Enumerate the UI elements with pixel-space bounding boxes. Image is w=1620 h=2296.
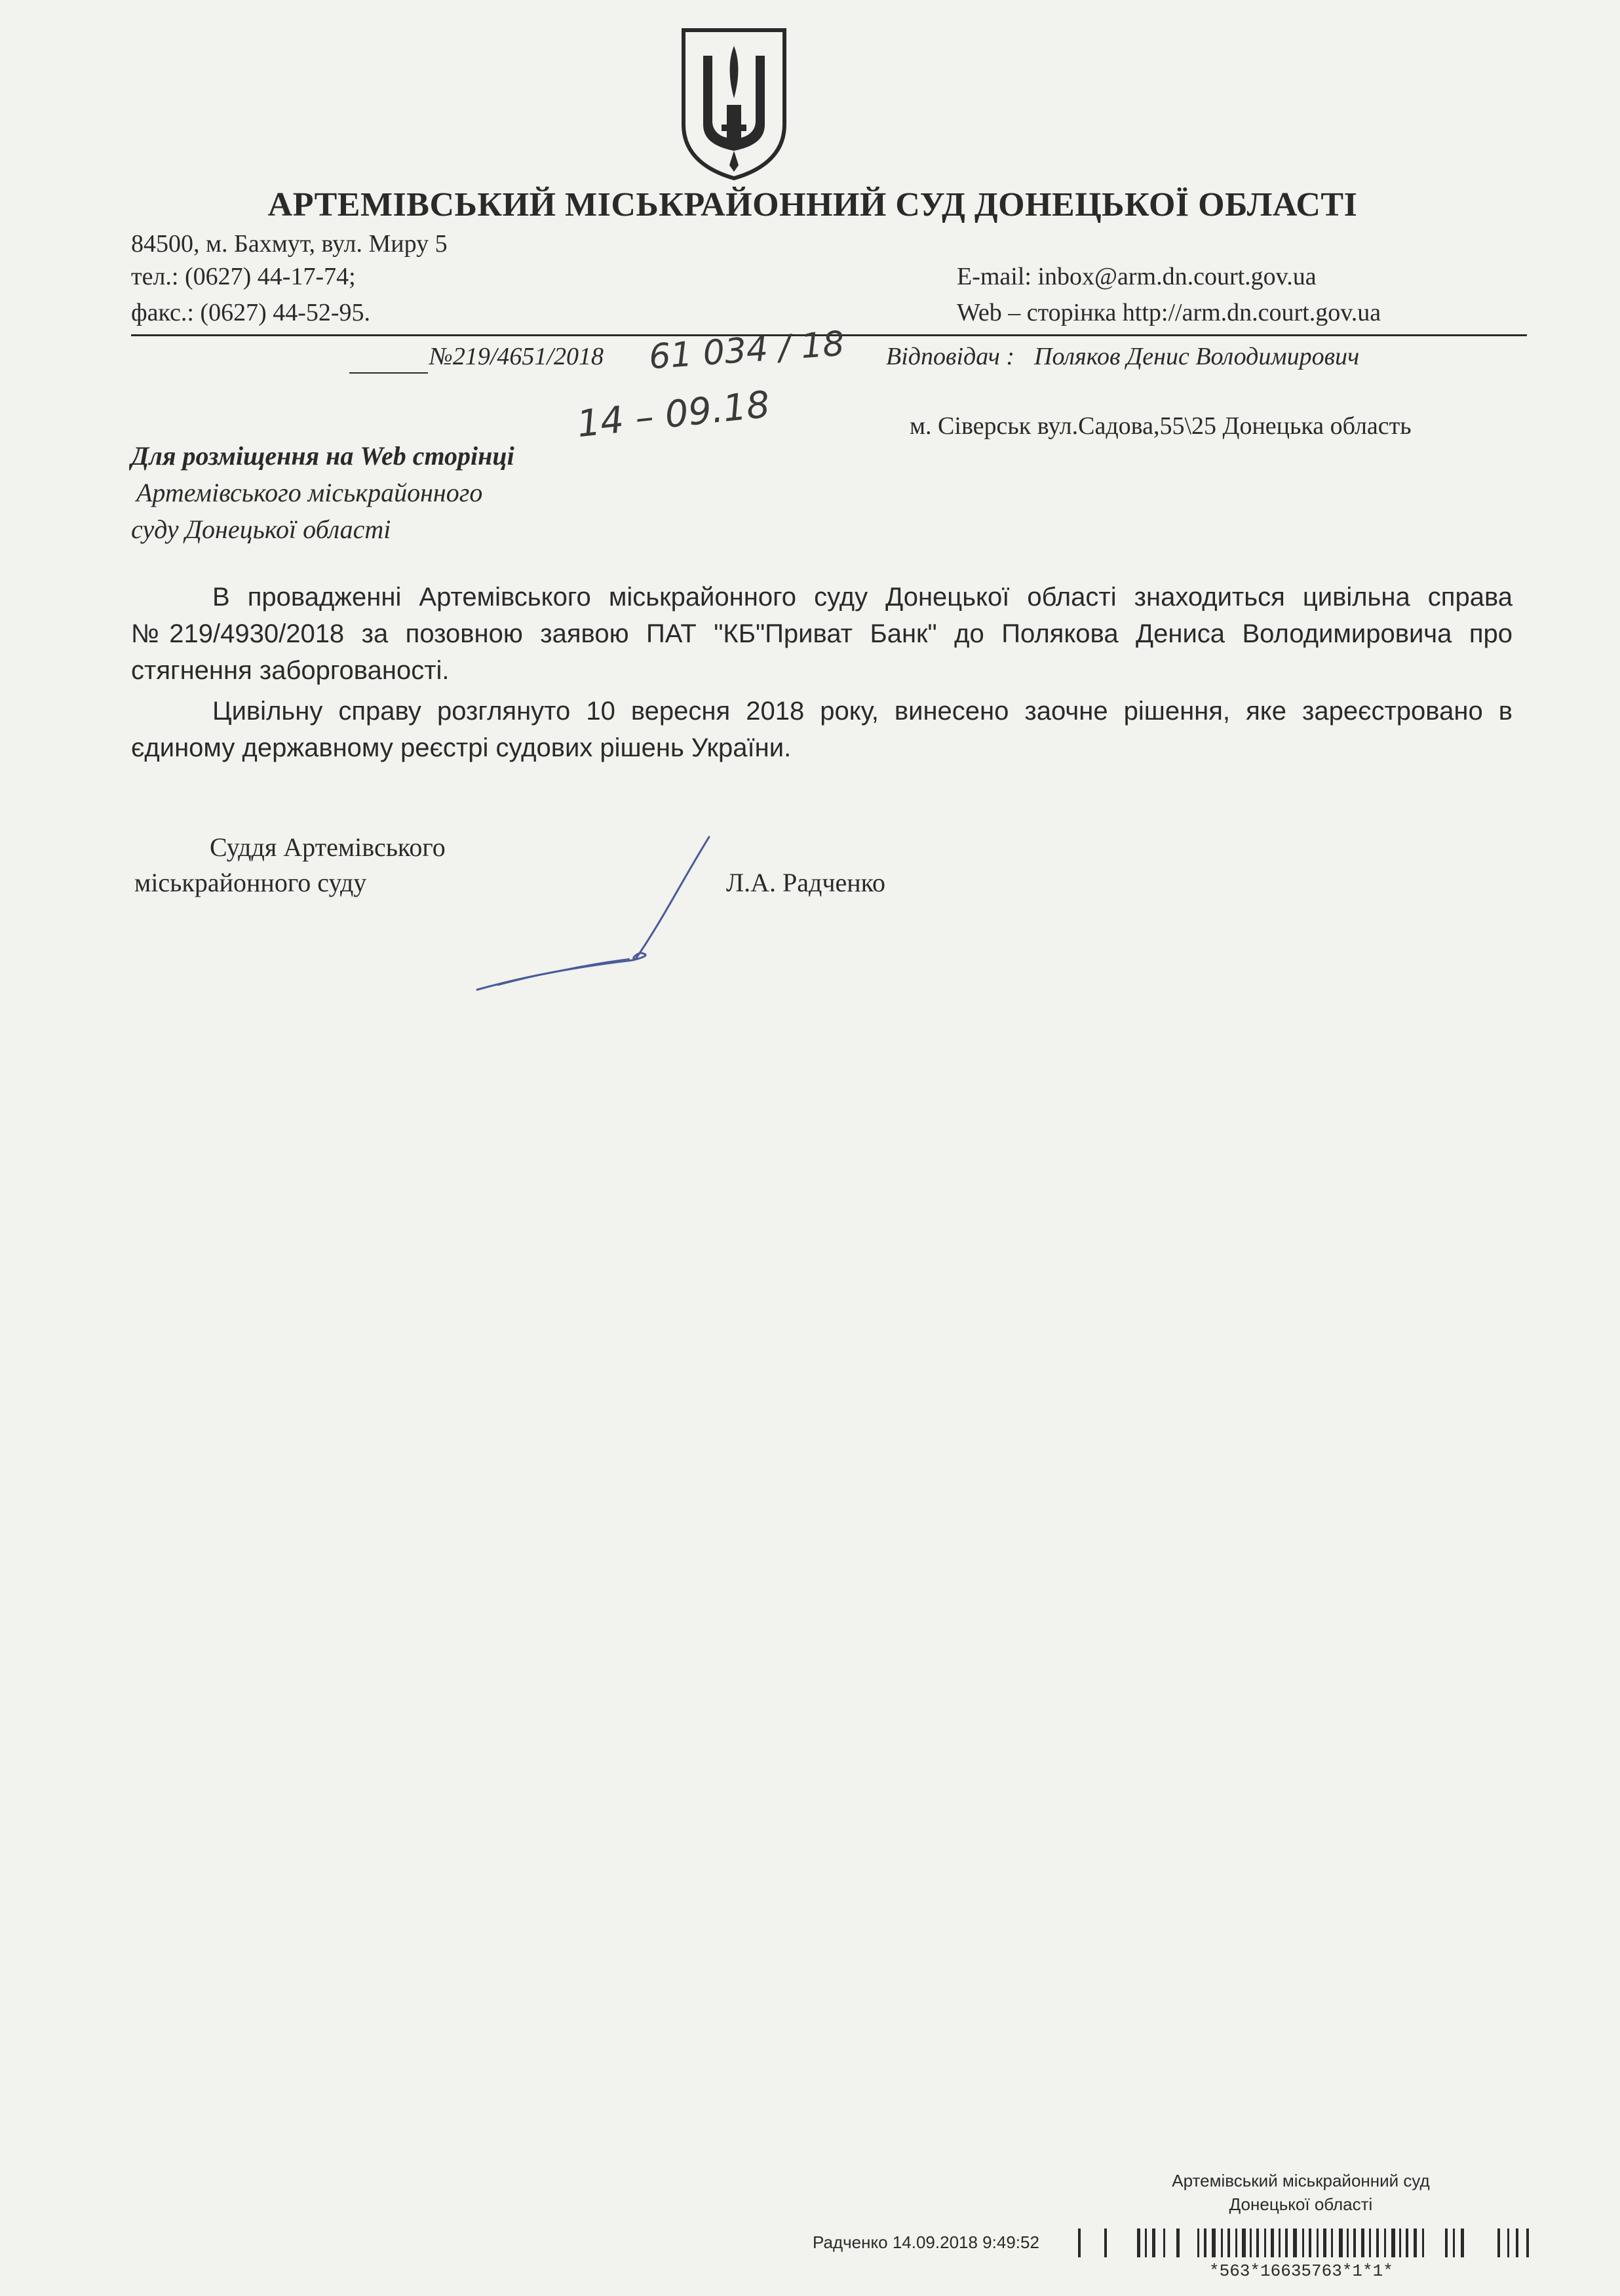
web-publication-note	[131, 438, 514, 548]
coat-of-arms-icon	[678, 26, 790, 180]
recipient-label: Відповідач :	[886, 343, 1015, 370]
handwritten-signature	[472, 829, 721, 1000]
web-note-line1: Для розміщення на Web сторінці	[131, 441, 514, 471]
court-email: E-mail: inbox@arm.dn.court.gov.ua	[957, 263, 1317, 290]
court-address: 84500, м. Бахмут, вул. Миру 5	[131, 230, 448, 258]
signer-title-line2: міськрайонного суду	[134, 868, 367, 897]
web-note-line2: Артемівського міськрайонного	[136, 478, 483, 507]
court-website: Web – сторінка http://arm.dn.court.gov.ua	[957, 299, 1381, 326]
signer-name: Л.А. Радченко	[726, 868, 886, 897]
signer-title-line1: Суддя Артемівського	[210, 832, 446, 862]
footer-court-line1: Артемівський міськрайонний суд	[1172, 2171, 1430, 2190]
recipient-address: м. Сіверськ вул.Садова,55\25 Донецька область	[910, 412, 1412, 440]
body-paragraph-2: Цивільну справу розглянуто 10 вересня 2018 року, винесено заочне рішення, яке зареєстровано в єдиному державному реєстрі судових рішень України.	[131, 697, 1513, 762]
registration-underline	[349, 372, 428, 374]
court-phone: тел.: (0627) 44-17-74;	[131, 263, 356, 290]
letter-body	[131, 579, 1513, 766]
court-name-title: АРТЕМІВСЬКИЙ МІСЬКРАЙОННИЙ СУД ДОНЕЦЬКОЇ ОБЛАСТІ	[267, 186, 1358, 224]
barcode-icon	[1078, 2227, 1537, 2261]
footer-timestamp: Радченко 14.09.2018 9:49:52	[813, 2232, 1039, 2252]
handwritten-incoming-number: 61 034 / 18	[647, 324, 846, 378]
footer-court-line2: Донецької області	[1229, 2194, 1373, 2214]
registration-number: №219/4651/2018	[429, 343, 604, 370]
court-fax: факс.: (0627) 44-52-95.	[131, 299, 371, 326]
body-paragraph-1: В провадженні Артемівського міськрайонного суду Донецької області знаходиться цивільна справа №219/4930/2018 за позовною заявою ПАТ "КБ"Приват Банк" до Полякова Дениса Володимировича про стягнення заборгованості.	[131, 583, 1513, 685]
web-note-line3: суду Донецької області	[131, 515, 391, 544]
recipient-name: Поляков Денис Володимирович	[1034, 343, 1360, 370]
handwritten-date: 14 – 09.18	[575, 383, 772, 446]
barcode-number: *563*16635763*1*1*	[1209, 2261, 1393, 2281]
